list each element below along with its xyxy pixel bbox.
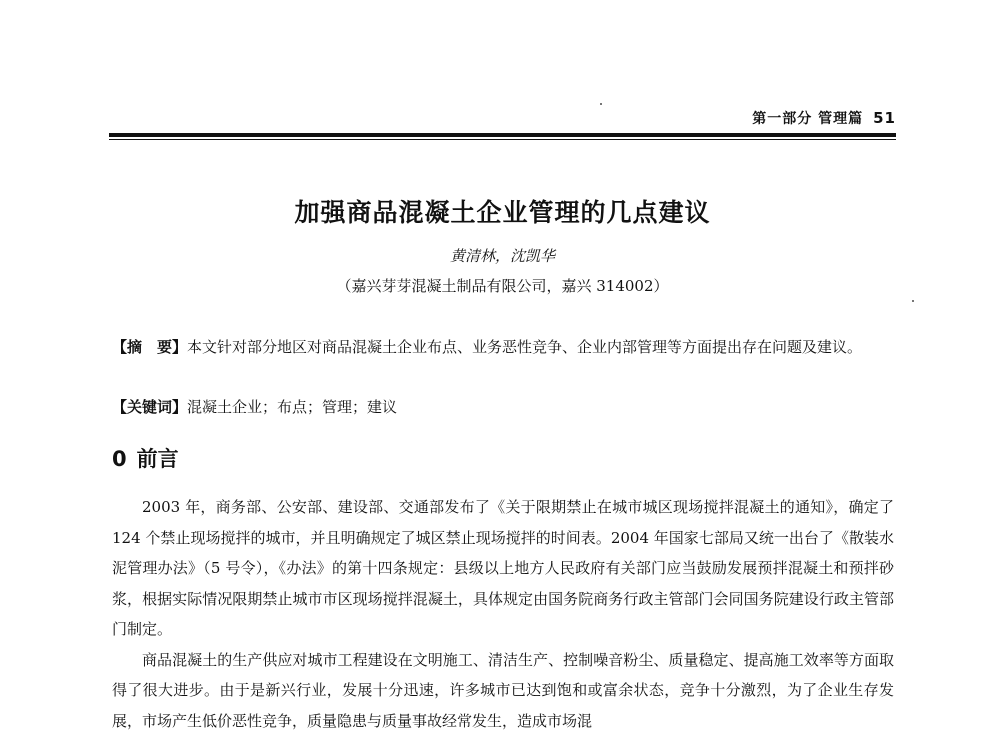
section-title: 前言 — [137, 446, 179, 471]
page-number: 51 — [873, 109, 896, 127]
article-affiliation: （嘉兴芽芽混凝土制品有限公司，嘉兴 314002） — [109, 275, 896, 296]
scan-speck — [600, 103, 602, 105]
article-authors: 黄清林，沈凯华 — [109, 245, 896, 266]
header-section-label: 第一部分 管理篇 — [752, 111, 863, 127]
abstract — [112, 332, 894, 362]
abstract-text: 本文针对部分地区对商品混凝土企业布点、业务恶性竞争、企业内部管理等方面提出存在问题及建议。 — [187, 338, 862, 356]
abstract-label: 【摘 要】 — [112, 338, 187, 356]
header-rule-thin — [109, 139, 896, 140]
keywords-label: 【关键词】 — [112, 398, 187, 416]
section-heading — [112, 443, 179, 473]
article-title: 加强商品混凝土企业管理的几点建议 — [109, 193, 896, 229]
keywords — [112, 394, 894, 420]
body-text — [112, 492, 894, 736]
running-header — [109, 108, 896, 130]
body-paragraph: 商品混凝土的生产供应对城市工程建设在文明施工、清洁生产、控制噪音粉尘、质量稳定、提高施工效率等方面取得了很大进步。由于是新兴行业，发展十分迅速，许多城市已达到饱和或富余状态，竞争十分激烈，为了企业生存发展，市场产生低价恶性竞争，质量隐患与质量事故经常发生，造成市场混 — [112, 645, 894, 736]
body-paragraph: 2003 年，商务部、公安部、建设部、交通部发布了《关于限期禁止在城市城区现场搅拌混凝土的通知》，确定了 124 个禁止现场搅拌的城市，并且明确规定了城区禁止现场搅拌的时间表。2004 年国家七部局又统一出台了《散装水泥管理办法》（5 号令），《办法》的第十四条规定：县级以上地方人民政府有关部门应当鼓励发展预拌混凝土和预拌砂浆，根据实际情况限期禁止城市市区现场搅拌混凝土，具体规定由国务院商务行政主管部门会同国务院建设行政主管部门制定。 — [112, 492, 894, 645]
scan-speck — [912, 300, 914, 302]
header-rule-thick — [109, 133, 896, 137]
section-number: 0 — [112, 447, 127, 471]
keywords-text: 混凝土企业；布点；管理；建议 — [187, 398, 397, 416]
